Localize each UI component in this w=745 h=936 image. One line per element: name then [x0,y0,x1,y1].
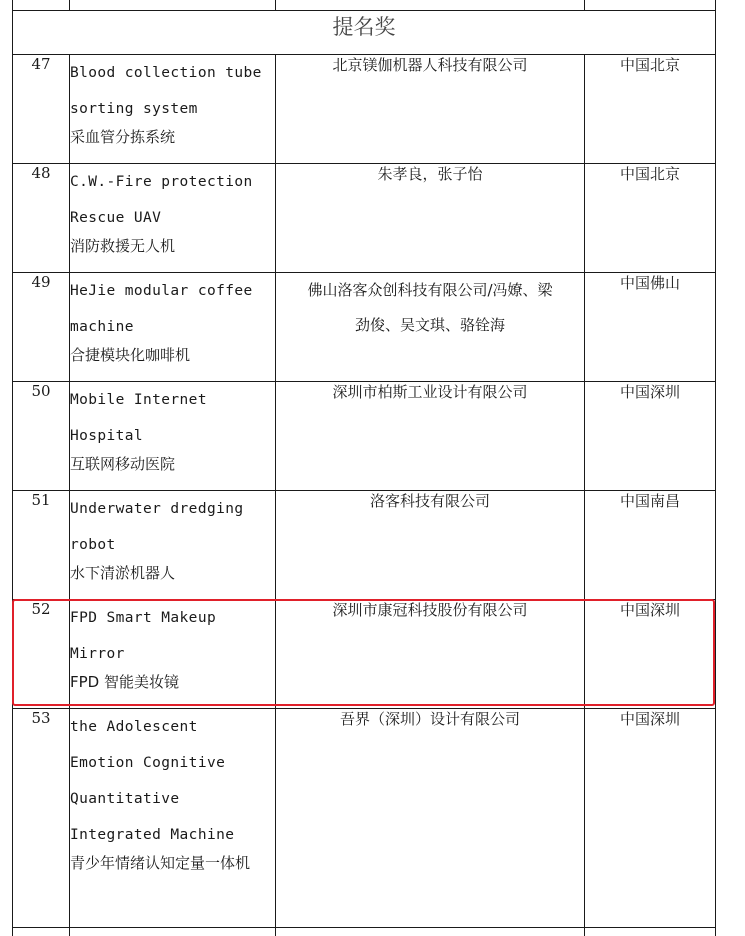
project-name-en: Rescue UAV [70,210,162,226]
table-row [13,273,716,382]
row-number: 53 [13,709,70,928]
row-number: 48 [13,164,70,273]
project-name-en: FPD Smart Makeup [70,610,217,626]
project-name-en: HeJie modular coffee [70,283,253,299]
company-name: 深圳市柏斯工业设计有限公司 [332,383,528,401]
project-name-zh: FPD 智能美妆镜 [70,673,179,691]
project-name-cell [70,491,276,600]
company-name: 深圳市康冠科技股份有限公司 [332,601,528,619]
location-cell: 中国深圳 [585,709,716,928]
location-cell: 中国北京 [585,55,716,164]
project-name-en: robot [70,537,116,553]
row-number: 47 [13,55,70,164]
table-row [13,709,716,928]
table-row [13,382,716,491]
project-name-cell [70,273,276,382]
project-name-cell [70,55,276,164]
company-name: 劲俊、吴文琪、骆铨海 [354,316,505,334]
location-cell: 中国深圳 [585,382,716,491]
awards-table [12,0,716,936]
project-name-zh: 水下清淤机器人 [70,564,176,582]
project-name-zh: 合捷模块化咖啡机 [70,346,191,364]
project-name-cell [70,709,276,928]
project-name-zh: 互联网移动医院 [70,455,176,473]
project-name-en: Underwater dredging [70,501,244,517]
company-name: 吾界（深圳）设计有限公司 [339,710,520,728]
row-number: 50 [13,382,70,491]
company-cell [276,491,585,600]
project-name-zh: 消防救援无人机 [70,237,176,255]
row-number: 51 [13,491,70,600]
company-name: 朱孝良，张子怡 [377,165,483,183]
project-name-cell [70,600,276,709]
location-cell: 中国佛山 [585,273,716,382]
row-number: 49 [13,273,70,382]
company-cell [276,709,585,928]
project-name-cell [70,382,276,491]
company-name: 佛山洛客众创科技有限公司/冯嫽、梁 [307,281,553,299]
company-cell [276,164,585,273]
table-row [13,600,716,709]
project-name-en: Quantitative [70,791,180,807]
project-name-zh: 青少年情绪认知定量一体机 [70,854,251,872]
project-name-cell [70,164,276,273]
project-name-en: Mobile Internet [70,392,207,408]
location-cell: 中国深圳 [585,600,716,709]
previous-row-remnant [13,0,716,11]
section-title: 提名奖 [13,11,716,55]
company-cell [276,273,585,382]
table-row [13,491,716,600]
company-name: 北京镁伽机器人科技有限公司 [332,56,528,74]
location-cell: 中国南昌 [585,491,716,600]
project-name-en: Blood collection tube [70,65,262,81]
row-number: 52 [13,600,70,709]
project-name-en: Mirror [70,646,125,662]
project-name-en: the Adolescent [70,719,198,735]
company-cell [276,55,585,164]
project-name-en: machine [70,319,134,335]
company-cell [276,382,585,491]
project-name-en: C.W.-Fire protection [70,174,253,190]
company-cell [276,600,585,709]
table-row [13,55,716,164]
company-name: 洛客科技有限公司 [369,492,490,510]
location-cell: 中国北京 [585,164,716,273]
project-name-en: Integrated Machine [70,827,235,843]
next-row-remnant [13,928,716,936]
section-header-row [13,11,716,55]
table-row [13,164,716,273]
project-name-en: Hospital [70,428,144,444]
project-name-en: Emotion Cognitive [70,755,226,771]
project-name-en: sorting system [70,101,198,117]
project-name-zh: 采血管分拣系统 [70,128,176,146]
